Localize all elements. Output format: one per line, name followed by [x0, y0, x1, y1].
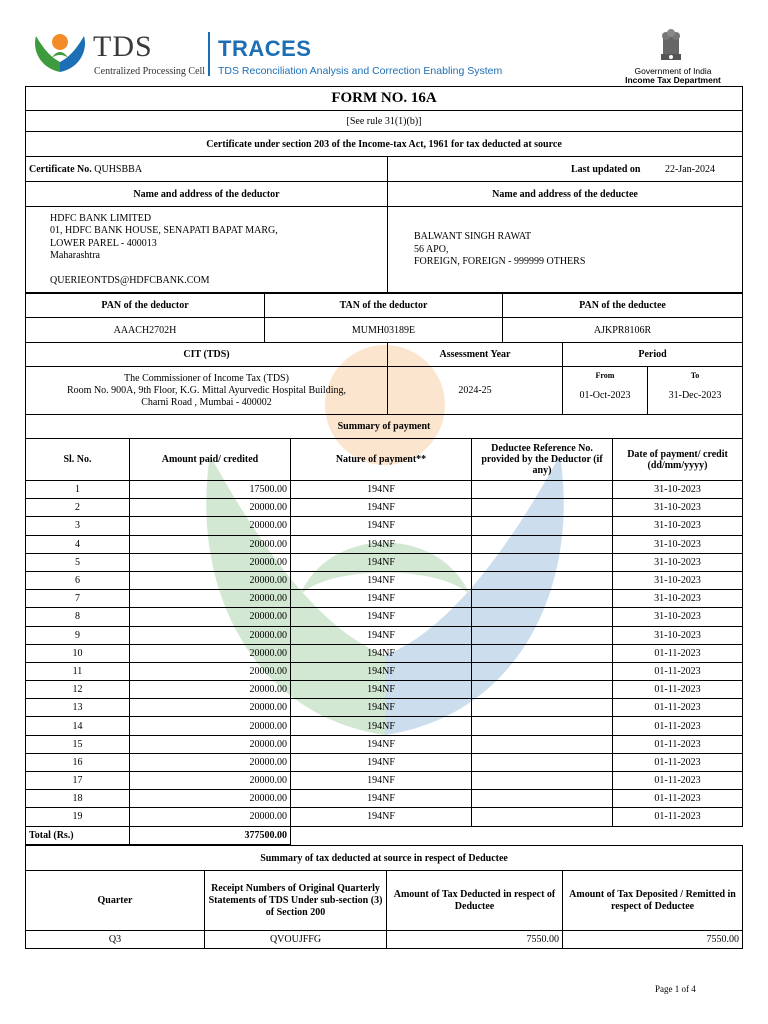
pan-deductee: AJKPR8106R — [503, 318, 743, 343]
table-row — [26, 553, 743, 571]
payment-sl-cell: 3 — [26, 517, 130, 535]
deductor-email: QUERIEONTDS@HDFCBANK.COM — [50, 274, 210, 286]
payment-sl-cell: 5 — [26, 553, 130, 571]
payment-nature-cell: 194NF — [291, 535, 472, 553]
payment-nature-cell: 194NF — [291, 481, 472, 499]
payment-ref-cell — [472, 717, 613, 735]
payment-amount-cell: 20000.00 — [130, 681, 291, 699]
certificate-no: QUHSBBA — [94, 163, 143, 175]
period-label: Period — [563, 343, 743, 367]
period-to-cell — [648, 367, 743, 415]
payment-amount-cell: 20000.00 — [130, 735, 291, 753]
table-row — [26, 662, 743, 680]
cit-label: CIT (TDS) — [26, 343, 388, 367]
table-row — [26, 717, 743, 735]
payment-date-cell: 01-11-2023 — [613, 753, 743, 771]
payment-ref-cell — [472, 553, 613, 571]
table-row — [26, 535, 743, 553]
last-updated-date: 22-Jan-2024 — [664, 163, 715, 175]
payment-ref-cell — [472, 481, 613, 499]
table-row — [26, 517, 743, 535]
payment-sl-cell: 19 — [26, 808, 130, 826]
payment-sl-cell: 16 — [26, 753, 130, 771]
deductee-addr1: 56 APO, — [414, 243, 449, 255]
tds-wordmark: TDS — [93, 30, 153, 63]
tax-rows — [26, 931, 743, 949]
payment-nature-cell: 194NF — [291, 772, 472, 790]
payment-date-cell: 31-10-2023 — [613, 608, 743, 626]
payment-nature-cell: 194NF — [291, 644, 472, 662]
payment-amount-cell: 20000.00 — [130, 699, 291, 717]
table-row — [26, 753, 743, 771]
payment-date-cell: 01-11-2023 — [613, 790, 743, 808]
payment-ref-cell — [472, 735, 613, 753]
assessment-year: 2024-25 — [388, 367, 563, 415]
table-row — [26, 644, 743, 662]
payment-date-cell: 01-11-2023 — [613, 699, 743, 717]
deductee-address — [388, 207, 743, 294]
payment-ref-cell — [472, 571, 613, 589]
period-from-cell — [563, 367, 648, 415]
period-to: 31-Dec-2023 — [668, 390, 722, 401]
cit-table — [25, 342, 743, 415]
deductee-name: BALWANT SINGH RAWAT — [414, 231, 532, 243]
cit-line1: The Commissioner of Income Tax (TDS) — [124, 372, 289, 384]
payment-sl-cell: 17 — [26, 772, 130, 790]
goi-label — [618, 67, 728, 85]
payment-amount-cell: 20000.00 — [130, 626, 291, 644]
payment-nature-cell: 194NF — [291, 808, 472, 826]
payment-sl-cell: 10 — [26, 644, 130, 662]
payment-nature-cell: 194NF — [291, 553, 472, 571]
table-row — [26, 735, 743, 753]
tds-logo-icon — [30, 28, 90, 78]
payment-date-cell: 31-10-2023 — [613, 535, 743, 553]
table-row — [26, 808, 743, 826]
goi-line2: Income Tax Department — [625, 75, 721, 85]
table-row — [26, 931, 743, 949]
ay-label: Assessment Year — [388, 343, 563, 367]
col-ref-header: Deductee Reference No. provided by the Deductor (if any) — [472, 439, 613, 481]
payment-amount-cell: 20000.00 — [130, 535, 291, 553]
payment-amount-cell: 20000.00 — [130, 590, 291, 608]
payment-nature-cell: 194NF — [291, 608, 472, 626]
tan-deductor: MUMH03189E — [265, 318, 503, 343]
tan-deductor-label: TAN of the deductor — [265, 293, 503, 318]
col-deducted-header: Amount of Tax Deducted in respect of Deductee — [387, 871, 563, 931]
last-updated-cell — [388, 157, 743, 182]
payment-date-cell: 31-10-2023 — [613, 499, 743, 517]
from-label: From — [595, 371, 615, 380]
deductor-address — [26, 207, 388, 294]
payment-nature-cell: 194NF — [291, 662, 472, 680]
table-row — [26, 590, 743, 608]
payment-nature-cell: 194NF — [291, 717, 472, 735]
tax-summary-heading: Summary of tax deducted at source in respect of Deductee — [26, 846, 743, 871]
payment-amount-cell: 20000.00 — [130, 790, 291, 808]
payment-amount-cell: 20000.00 — [130, 608, 291, 626]
payment-ref-cell — [472, 590, 613, 608]
payment-summary-heading: Summary of payment — [26, 415, 743, 439]
table-row — [26, 481, 743, 499]
payment-date-cell: 31-10-2023 — [613, 517, 743, 535]
col-date-header: Date of payment/ credit (dd/mm/yyyy) — [613, 439, 743, 481]
table-row — [26, 699, 743, 717]
payment-sl-cell: 4 — [26, 535, 130, 553]
deductor-heading: Name and address of the deductor — [26, 182, 388, 207]
tax-quarter-cell: Q3 — [26, 931, 205, 949]
payment-date-cell: 31-10-2023 — [613, 626, 743, 644]
table-row — [26, 772, 743, 790]
col-deposited-header: Amount of Tax Deposited / Remitted in respect of Deductee — [563, 871, 743, 931]
payment-ref-cell — [472, 681, 613, 699]
certificate-heading: Certificate under section 203 of the Income-tax Act, 1961 for tax deducted at source — [26, 132, 743, 157]
table-row — [26, 790, 743, 808]
ids-table — [25, 292, 743, 343]
payment-amount-cell: 20000.00 — [130, 499, 291, 517]
payment-date-cell: 01-11-2023 — [613, 772, 743, 790]
payment-sl-cell: 15 — [26, 735, 130, 753]
deductee-heading: Name and address of the deductee — [388, 182, 743, 207]
form-title: FORM NO. 16A — [26, 87, 743, 111]
payment-ref-cell — [472, 608, 613, 626]
payment-sl-cell: 1 — [26, 481, 130, 499]
payment-sl-cell: 9 — [26, 626, 130, 644]
payment-amount-cell: 20000.00 — [130, 808, 291, 826]
pan-deductee-label: PAN of the deductee — [503, 293, 743, 318]
payment-sl-cell: 8 — [26, 608, 130, 626]
tax-receipt-cell: QVOUJFFG — [205, 931, 387, 949]
deductee-addr2: FOREIGN, FOREIGN - 999999 OTHERS — [414, 256, 586, 268]
payment-sl-cell: 11 — [26, 662, 130, 680]
payment-date-cell: 31-10-2023 — [613, 553, 743, 571]
payment-amount-cell: 20000.00 — [130, 753, 291, 771]
payment-amount-cell: 20000.00 — [130, 772, 291, 790]
payment-amount-cell: 20000.00 — [130, 517, 291, 535]
traces-title: TRACES — [218, 36, 312, 61]
payment-nature-cell: 194NF — [291, 753, 472, 771]
tax-summary-table — [25, 845, 743, 949]
payment-sl-cell: 7 — [26, 590, 130, 608]
payment-amount-cell: 20000.00 — [130, 571, 291, 589]
deductor-addr2: LOWER PAREL - 400013 — [50, 237, 157, 249]
certificate-number-cell — [26, 157, 388, 182]
national-emblem-icon — [655, 24, 687, 64]
table-row — [26, 608, 743, 626]
total-spacer — [291, 826, 743, 844]
goi-line1: Government of India — [634, 66, 712, 76]
total-amount: 377500.00 — [130, 826, 291, 844]
last-updated-label: Last updated on — [571, 163, 641, 175]
payment-amount-cell: 20000.00 — [130, 553, 291, 571]
payment-nature-cell: 194NF — [291, 517, 472, 535]
tax-deducted-cell: 7550.00 — [387, 931, 563, 949]
payment-ref-cell — [472, 517, 613, 535]
payment-date-cell: 01-11-2023 — [613, 735, 743, 753]
payment-ref-cell — [472, 790, 613, 808]
page-number: Page 1 of 4 — [655, 984, 696, 994]
col-sl-header: Sl. No. — [26, 439, 130, 481]
payment-nature-cell: 194NF — [291, 735, 472, 753]
table-row — [26, 681, 743, 699]
deductor-addr1: 01, HDFC BANK HOUSE, SENAPATI BAPAT MARG, — [50, 225, 278, 237]
payment-ref-cell — [472, 772, 613, 790]
cpc-text: Centralized Processing Cell — [94, 66, 206, 77]
payment-amount-cell: 20000.00 — [130, 662, 291, 680]
payment-date-cell: 01-11-2023 — [613, 644, 743, 662]
table-row — [26, 499, 743, 517]
cit-line2: Room No. 900A, 9th Floor, K.G. Mittal Ayurvedic Hospital Building, — [67, 384, 346, 396]
deductor-name: HDFC BANK LIMITED — [50, 212, 152, 224]
payment-sl-cell: 12 — [26, 681, 130, 699]
certificate-label: Certificate No. — [29, 163, 92, 175]
payment-ref-cell — [472, 662, 613, 680]
col-receipt-header: Receipt Numbers of Original Quarterly Statements of TDS Under sub-section (3) of Section 200 — [205, 871, 387, 931]
pan-deductor: AAACH2702H — [26, 318, 265, 343]
table-row — [26, 571, 743, 589]
col-quarter-header: Quarter — [26, 871, 205, 931]
payment-ref-cell — [472, 535, 613, 553]
total-label: Total (Rs.) — [26, 826, 130, 844]
traces-subtitle: TDS Reconciliation Analysis and Correction Enabling System — [218, 65, 503, 77]
col-nature-header: Nature of payment** — [291, 439, 472, 481]
payment-date-cell: 01-11-2023 — [613, 681, 743, 699]
payment-date-cell: 31-10-2023 — [613, 481, 743, 499]
payment-nature-cell: 194NF — [291, 499, 472, 517]
payment-amount-cell: 20000.00 — [130, 644, 291, 662]
payment-ref-cell — [472, 808, 613, 826]
payment-nature-cell: 194NF — [291, 571, 472, 589]
cit-address — [26, 367, 388, 415]
table-row — [26, 626, 743, 644]
payment-sl-cell: 14 — [26, 717, 130, 735]
cit-line3: Charni Road , Mumbai - 400002 — [141, 396, 272, 408]
payment-sl-cell: 2 — [26, 499, 130, 517]
payment-sl-cell: 6 — [26, 571, 130, 589]
payment-nature-cell: 194NF — [291, 590, 472, 608]
deductor-state: Maharashtra — [50, 250, 100, 262]
payment-summary-table — [25, 414, 743, 845]
form-header-table — [25, 86, 743, 182]
payment-date-cell: 01-11-2023 — [613, 717, 743, 735]
payment-ref-cell — [472, 644, 613, 662]
pan-deductor-label: PAN of the deductor — [26, 293, 265, 318]
col-amount-header: Amount paid/ credited — [130, 439, 291, 481]
payment-date-cell: 31-10-2023 — [613, 571, 743, 589]
header-divider — [208, 32, 210, 76]
period-from: 01-Oct-2023 — [579, 390, 631, 401]
payment-rows — [26, 481, 743, 827]
payment-nature-cell: 194NF — [291, 626, 472, 644]
payment-ref-cell — [472, 753, 613, 771]
payment-date-cell: 01-11-2023 — [613, 662, 743, 680]
payment-nature-cell: 194NF — [291, 790, 472, 808]
payment-date-cell: 01-11-2023 — [613, 808, 743, 826]
page-header — [0, 0, 768, 88]
payment-ref-cell — [472, 699, 613, 717]
payment-amount-cell: 17500.00 — [130, 481, 291, 499]
payment-ref-cell — [472, 626, 613, 644]
payment-nature-cell: 194NF — [291, 681, 472, 699]
payment-nature-cell: 194NF — [291, 699, 472, 717]
payment-amount-cell: 20000.00 — [130, 717, 291, 735]
payment-sl-cell: 18 — [26, 790, 130, 808]
tax-deposited-cell: 7550.00 — [563, 931, 743, 949]
payment-date-cell: 31-10-2023 — [613, 590, 743, 608]
parties-table — [25, 181, 743, 294]
form-rule: [See rule 31(1)(b)] — [26, 111, 743, 132]
to-label: To — [690, 371, 700, 380]
payment-ref-cell — [472, 499, 613, 517]
payment-sl-cell: 13 — [26, 699, 130, 717]
